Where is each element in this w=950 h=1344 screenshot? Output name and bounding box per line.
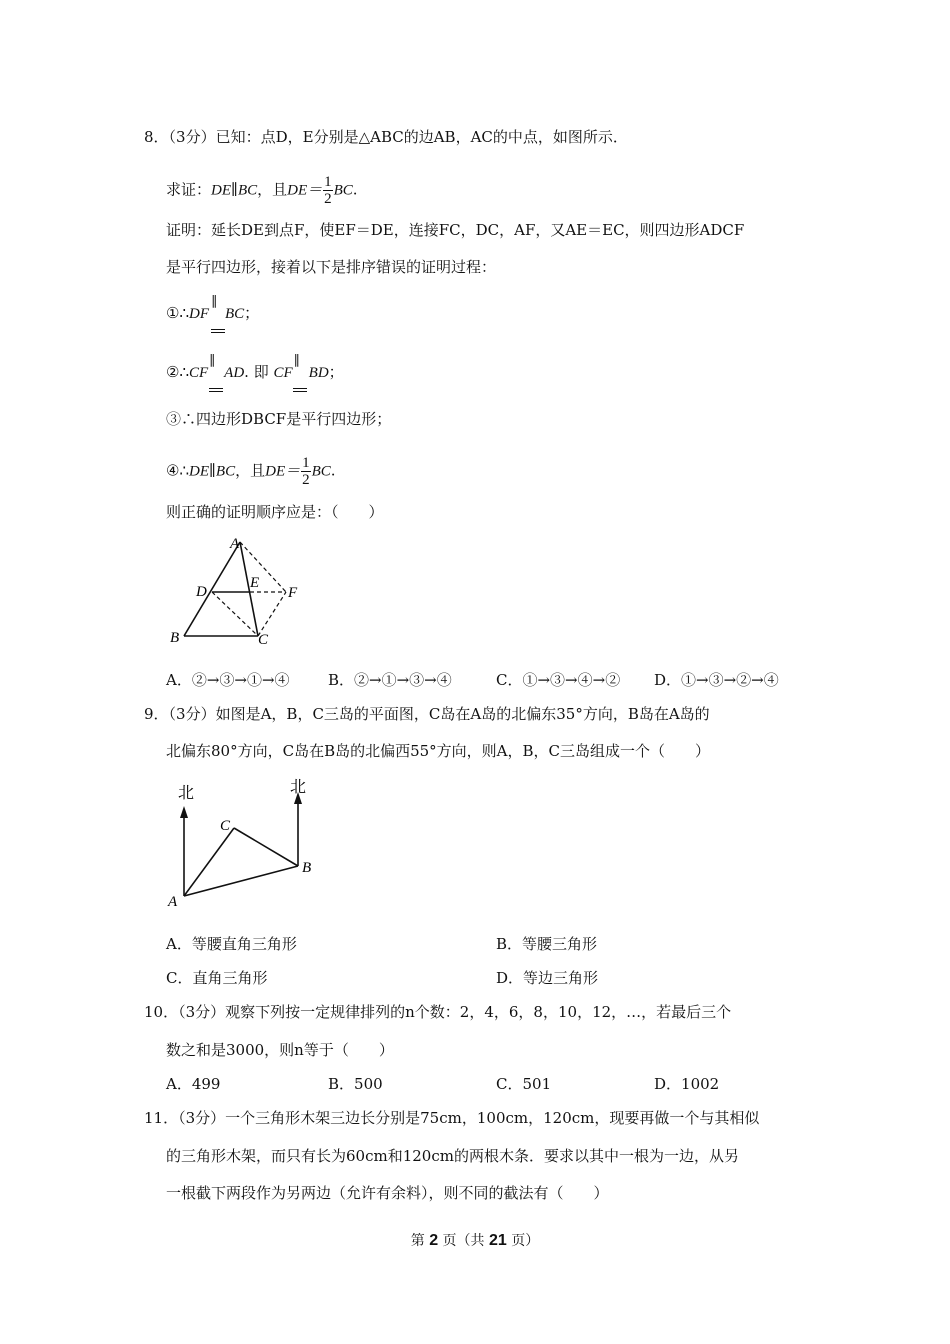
- label-A: A: [230, 536, 240, 552]
- fraction-half: [301, 455, 311, 488]
- parallel-equal-symbol: DF ∥: [189, 304, 209, 324]
- step2-end: ；: [328, 363, 344, 381]
- step1-end: ；: [244, 304, 260, 322]
- north-label-1: 北: [178, 783, 195, 802]
- q8-score: （3分）: [168, 128, 216, 146]
- option-label: A．: [166, 671, 192, 689]
- q9-figure: [160, 772, 330, 912]
- option-label: B．: [328, 671, 355, 689]
- parallel-equal-symbol: CF ∥: [273, 363, 292, 383]
- step2-mark: ②∴: [166, 363, 189, 381]
- option-text: ①→③→②→④: [681, 671, 779, 689]
- q10-score: （3分）: [178, 1003, 226, 1021]
- label-A: A: [168, 894, 178, 910]
- parallel-equal-symbol: CF ∥: [189, 363, 208, 383]
- step4-b: ，且: [235, 461, 266, 480]
- q9-number: 9．: [144, 705, 169, 723]
- step2-mid: . 即: [244, 363, 274, 381]
- q8-option-b[interactable]: [328, 670, 452, 690]
- q8-proof-line2: 是平行四边形，接着以下是排序错误的证明过程：: [166, 258, 497, 276]
- step4-mark: ④∴: [166, 461, 189, 480]
- q8-option-c[interactable]: [496, 670, 620, 690]
- q10-option-b[interactable]: [328, 1074, 383, 1094]
- q10-number: 10．: [144, 1003, 179, 1021]
- prove-end: .: [352, 180, 358, 199]
- q8-proof-line1: 证明：延长DE到点F，使EF＝DE，连接FC，DC，AF，又AE＝EC，则四边形ADCF: [166, 221, 745, 239]
- footer-mid: 页（共: [442, 1233, 485, 1249]
- page-footer: [0, 1230, 950, 1250]
- q8-stem-line: [144, 127, 628, 147]
- label-F: F: [288, 585, 298, 601]
- prove-bc: BC: [333, 182, 353, 199]
- option-text: ②→③→①→④: [191, 671, 290, 689]
- q8-prove-line: [166, 174, 358, 207]
- frac-numerator: 1: [302, 455, 310, 471]
- prove-label: 求证：: [166, 180, 212, 199]
- step4-c: DE＝: [265, 463, 301, 480]
- option-text: ②→①→③→④: [354, 671, 452, 689]
- step2-a: CF: [189, 365, 209, 381]
- label-B: B: [170, 630, 180, 646]
- q10-line1: [144, 1002, 731, 1022]
- q8-step4: [166, 455, 336, 488]
- q9-option-d[interactable]: [496, 968, 598, 988]
- q8-step2: [166, 352, 344, 383]
- q11-line2: 的三角形木架，而只有长为60cm和120cm的两根木条．要求以其中一根为一边，从另: [166, 1147, 739, 1165]
- q8-question: 则正确的证明顺序应是：（ ）: [166, 503, 384, 521]
- q8-option-a[interactable]: [166, 670, 290, 690]
- page-total: 21: [489, 1232, 507, 1249]
- prove-parallel: DE∥BC: [211, 182, 258, 199]
- q11-score: （3分）: [178, 1109, 226, 1127]
- label-E: E: [250, 575, 260, 591]
- q11-number: 11．: [144, 1109, 179, 1127]
- q9-text1: 如图是A，B，C三岛的平面图，C岛在A岛的北偏东35°方向，B岛在A岛的: [215, 705, 710, 723]
- label-C: C: [258, 632, 269, 648]
- q9-line2: 北偏东80°方向，C岛在B岛的北偏西55°方向，则A，B，C三岛组成一个（ ）: [166, 742, 711, 760]
- step1-mark: ①∴: [166, 304, 189, 322]
- q9-score: （3分）: [168, 705, 216, 723]
- q9-option-b[interactable]: [496, 934, 597, 954]
- option-label: A．: [166, 935, 192, 953]
- q10-text1: 观察下列按一定规律排列的n个数：2，4，6，8，10，12，…，若最后三个: [225, 1003, 732, 1021]
- label-D: D: [196, 584, 207, 600]
- option-label: C．: [496, 1075, 523, 1093]
- step2-d: BD: [308, 365, 329, 381]
- option-label: C．: [166, 969, 193, 987]
- option-text: 1002: [681, 1075, 720, 1093]
- q11-line3: 一根截下两段作为另两边（允许有余料），则不同的截法有（ ）: [166, 1184, 609, 1202]
- q8-step3: ③∴四边形DBCF是平行四边形；: [166, 410, 392, 428]
- page-number: 2: [429, 1232, 439, 1249]
- fraction-half: [323, 174, 333, 207]
- option-text: ①→③→④→②: [522, 671, 621, 689]
- option-text: 等腰三角形: [522, 935, 598, 953]
- step4-a: DE∥BC: [189, 463, 236, 480]
- option-label: D．: [654, 1075, 682, 1093]
- option-text: 499: [191, 1075, 221, 1093]
- option-label: D．: [496, 969, 524, 987]
- q8-figure: [160, 530, 320, 650]
- step4-end: .: [330, 461, 336, 480]
- option-text: 等边三角形: [523, 969, 599, 987]
- option-text: 500: [354, 1075, 383, 1093]
- q11-text1: 一个三角形木架三边长分别是75cm，100cm，120cm，现要再做一个与其相似: [225, 1109, 760, 1127]
- option-label: D．: [654, 671, 682, 689]
- step1-a: DF: [189, 306, 209, 322]
- label-B: B: [302, 860, 312, 876]
- label-C: C: [220, 818, 231, 834]
- q8-stem: 已知：点D，E分别是△ABC的边AB，AC的中点，如图所示．: [215, 128, 628, 146]
- frac-numerator: 1: [324, 174, 332, 190]
- north-label-2: 北: [290, 777, 307, 796]
- option-text: 直角三角形: [192, 969, 268, 987]
- q10-line2: 数之和是3000，则n等于（ ）: [166, 1041, 394, 1059]
- q8-option-d[interactable]: [654, 670, 779, 690]
- prove-and: ，且: [257, 180, 288, 199]
- q10-option-d[interactable]: [654, 1074, 719, 1094]
- option-label: B．: [328, 1075, 355, 1093]
- north-arrow-icon: [180, 806, 188, 818]
- prove-eq: DE＝: [287, 182, 323, 199]
- frac-denominator: 2: [324, 191, 332, 207]
- footer-post: 页）: [511, 1233, 540, 1249]
- option-label: A．: [166, 1075, 192, 1093]
- step4-d: BC: [311, 463, 331, 480]
- step2-c: CF: [273, 365, 293, 381]
- q11-line1: [144, 1108, 759, 1128]
- option-label: B．: [496, 935, 523, 953]
- q8-step1: [166, 293, 260, 324]
- step1-b: BC: [225, 306, 245, 322]
- frac-denominator: 2: [302, 472, 310, 488]
- q10-option-a[interactable]: [166, 1074, 220, 1094]
- footer-pre: 第: [410, 1233, 425, 1249]
- q9-line1: [144, 704, 710, 724]
- option-label: C．: [496, 671, 523, 689]
- option-text: 501: [522, 1075, 552, 1093]
- q9-option-a[interactable]: [166, 934, 297, 954]
- option-text: 等腰直角三角形: [191, 935, 297, 953]
- q10-option-c[interactable]: [496, 1074, 551, 1094]
- q8-number: 8．: [144, 128, 169, 146]
- q9-option-c[interactable]: [166, 968, 268, 988]
- step2-b: AD: [224, 365, 245, 381]
